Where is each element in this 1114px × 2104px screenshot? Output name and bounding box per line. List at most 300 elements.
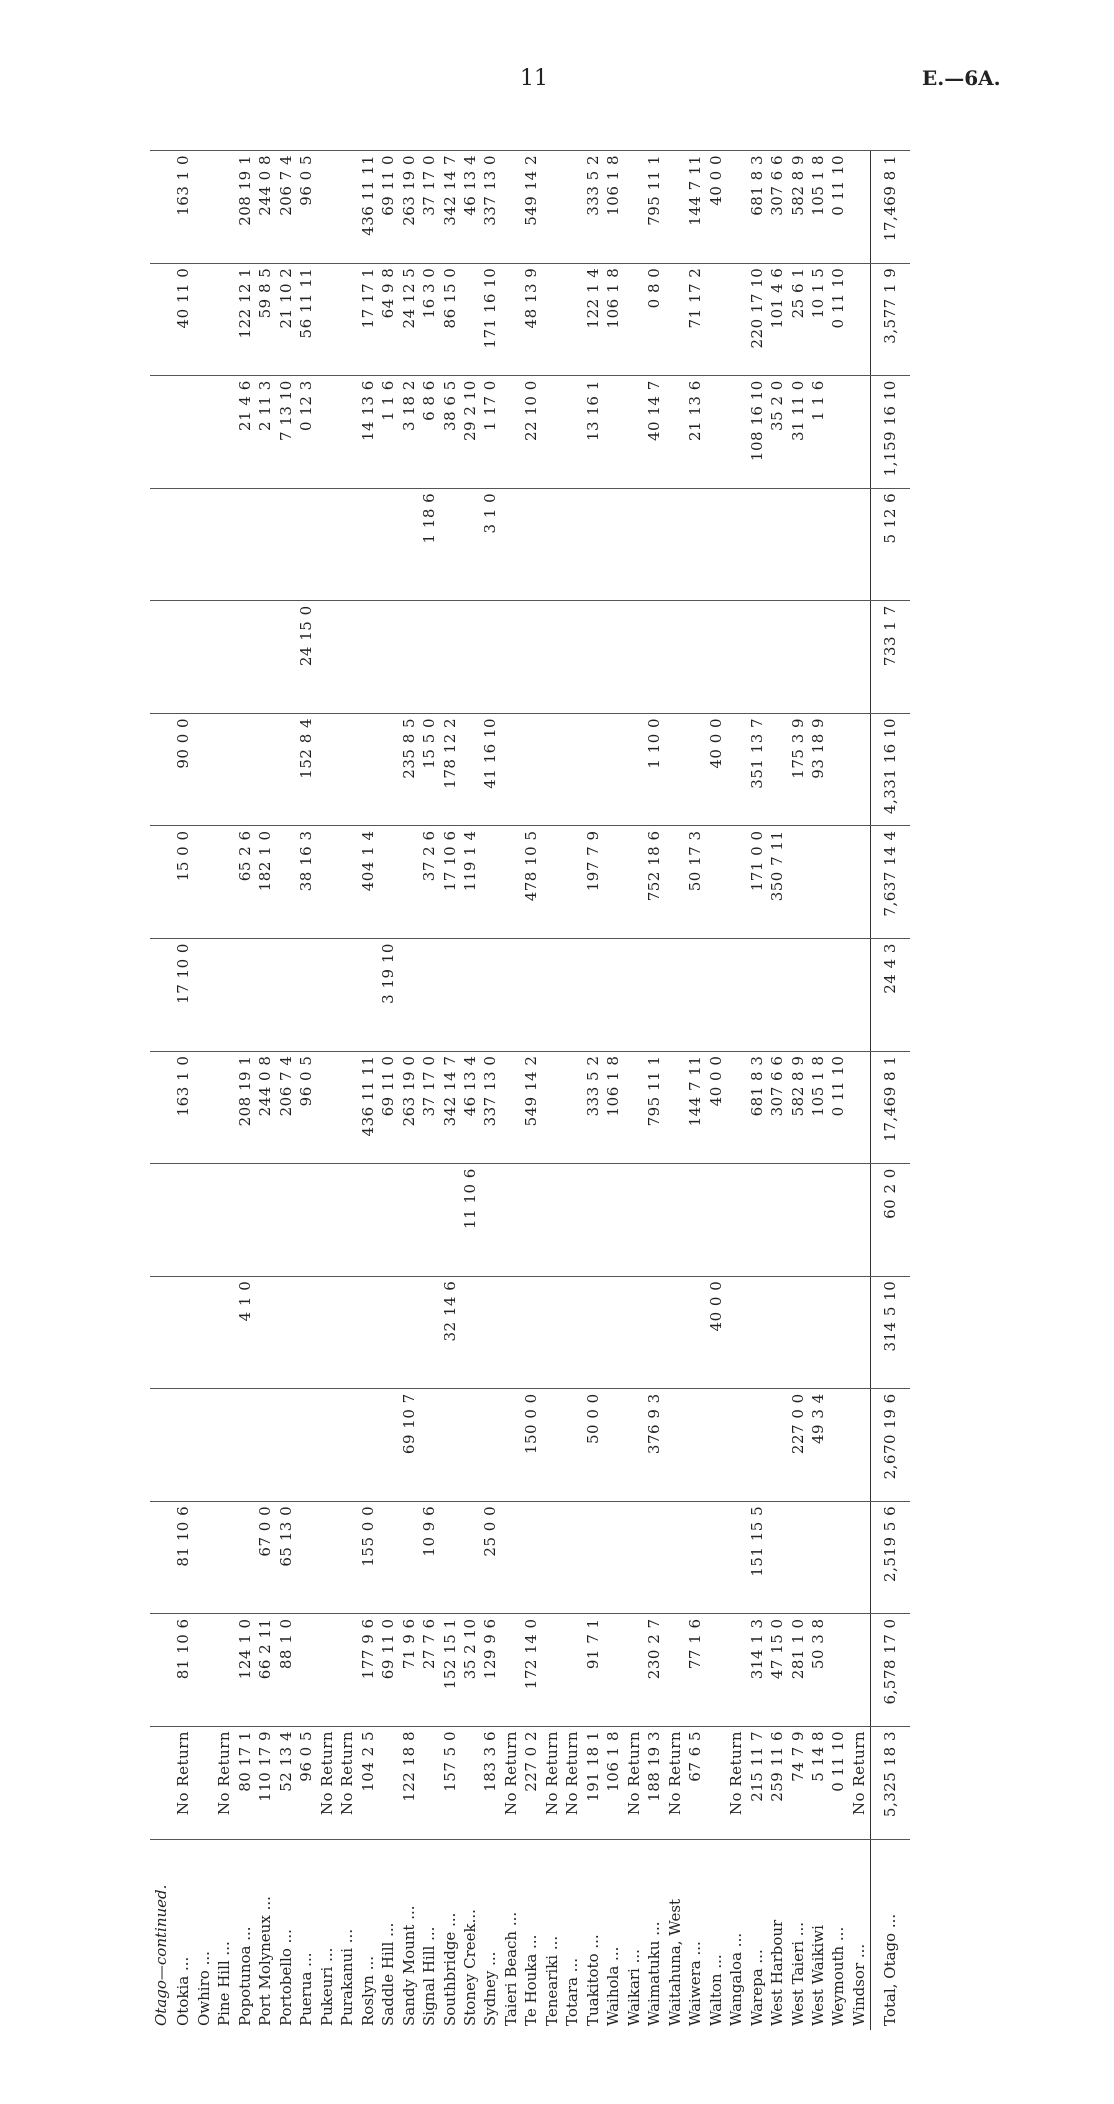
amount-cell: 106 1 8 — [604, 1726, 624, 1839]
amount-cell — [563, 263, 583, 376]
amount-cell: 90 0 0 — [174, 713, 194, 826]
amount-cell — [726, 1164, 746, 1277]
amount-cell: 93 18 9 — [808, 713, 828, 826]
amount-cell: 10 1 5 — [808, 263, 828, 376]
amount-cell: 17 10 6 — [440, 826, 460, 939]
amount-cell — [337, 488, 357, 601]
amount-cell — [829, 1164, 849, 1277]
amount-cell — [215, 601, 235, 714]
amount-cell — [337, 376, 357, 489]
amount-cell — [665, 376, 685, 489]
amount-cell — [542, 1164, 562, 1277]
amount-cell — [665, 601, 685, 714]
amount-cell: 0 12 3 — [297, 376, 317, 489]
amount-cell — [542, 151, 562, 264]
amount-cell — [337, 1389, 357, 1502]
amount-cell: 183 3 6 — [481, 1726, 501, 1839]
amount-cell — [563, 939, 583, 1052]
amount-cell: 48 13 9 — [522, 263, 542, 376]
amount-cell: 46 13 4 — [460, 1051, 480, 1164]
amount-cell: 178 12 2 — [440, 713, 460, 826]
amount-cell — [665, 263, 685, 376]
amount-cell — [337, 1051, 357, 1164]
amount-cell: 56 11 11 — [297, 263, 317, 376]
amount-cell: 152 8 4 — [297, 713, 317, 826]
amount-cell — [644, 1276, 664, 1389]
amount-cell — [297, 488, 317, 601]
amount-cell: 206 7 4 — [276, 1051, 296, 1164]
amount-cell — [849, 1389, 870, 1502]
amount-cell — [358, 939, 378, 1052]
amount-cell: 88 1 0 — [276, 1614, 296, 1727]
amount-cell — [583, 1164, 603, 1277]
amount-cell — [194, 1614, 214, 1727]
table-row — [419, 151, 439, 2031]
amount-cell — [174, 488, 194, 601]
amount-cell — [317, 1614, 337, 1727]
amount-cell — [522, 601, 542, 714]
amount-cell — [726, 1276, 746, 1389]
amount-cell — [174, 1276, 194, 1389]
amount-cell — [829, 488, 849, 601]
amount-cell — [378, 601, 398, 714]
amount-cell — [583, 601, 603, 714]
amount-cell — [665, 151, 685, 264]
amount-cell — [788, 826, 808, 939]
amount-cell — [276, 1389, 296, 1502]
amount-cell: 15 0 0 — [174, 826, 194, 939]
amount-cell — [419, 1276, 439, 1389]
amount-cell — [829, 1276, 849, 1389]
amount-cell: 35 2 10 — [460, 1614, 480, 1727]
table-row — [808, 151, 828, 2031]
amount-cell — [849, 939, 870, 1052]
amount-cell — [542, 939, 562, 1052]
amount-cell — [747, 1276, 767, 1389]
amount-cell — [501, 1389, 521, 1502]
amount-cell: 3 19 10 — [378, 939, 398, 1052]
amount-cell — [829, 376, 849, 489]
amount-cell: 171 0 0 — [747, 826, 767, 939]
amount-cell — [563, 151, 583, 264]
amount-cell — [767, 713, 787, 826]
amount-cell — [501, 1276, 521, 1389]
amount-cell — [481, 601, 501, 714]
amount-cell — [501, 263, 521, 376]
amount-cell — [378, 1164, 398, 1277]
amount-cell: 1 10 0 — [644, 713, 664, 826]
amount-cell — [358, 488, 378, 601]
school-name: Portobello ... — [276, 1839, 296, 2030]
school-name: Sandy Mount ... — [399, 1839, 419, 2030]
table-row — [337, 151, 357, 2031]
amount-cell — [337, 826, 357, 939]
amount-cell — [522, 939, 542, 1052]
table-row — [726, 151, 746, 2031]
amount-cell — [583, 1501, 603, 1614]
amount-cell — [501, 713, 521, 826]
amount-cell — [767, 1501, 787, 1614]
amount-cell — [604, 826, 624, 939]
amount-cell: 0 11 10 — [829, 1051, 849, 1164]
amount-cell: 582 8 9 — [788, 1051, 808, 1164]
amount-cell — [604, 1389, 624, 1502]
amount-cell: 96 0 5 — [297, 151, 317, 264]
amount-cell — [194, 939, 214, 1052]
amount-cell: 171 16 10 — [481, 263, 501, 376]
amount-cell: 77 1 6 — [685, 1614, 705, 1727]
amount-cell — [563, 713, 583, 826]
amount-cell — [235, 601, 255, 714]
amount-cell — [317, 826, 337, 939]
amount-cell — [706, 263, 726, 376]
amount-cell — [788, 488, 808, 601]
amount-cell — [297, 1501, 317, 1614]
amount-cell — [235, 488, 255, 601]
amount-cell: 333 5 2 — [583, 1051, 603, 1164]
table-row — [440, 151, 460, 2031]
amount-cell: 122 12 1 — [235, 263, 255, 376]
table-row — [317, 151, 337, 2031]
amount-cell: 733 1 7 — [870, 601, 910, 714]
amount-cell — [358, 1276, 378, 1389]
amount-cell: 17 10 0 — [174, 939, 194, 1052]
amount-cell — [849, 1276, 870, 1389]
school-name: Waihola ... — [604, 1839, 624, 2030]
amount-cell: 17,469 8 1 — [870, 151, 910, 264]
amount-cell — [501, 151, 521, 264]
amount-cell — [215, 376, 235, 489]
amount-cell — [808, 939, 828, 1052]
amount-cell — [788, 939, 808, 1052]
amount-cell: 80 17 1 — [235, 1726, 255, 1839]
table-row — [481, 151, 501, 2031]
amount-cell: 6,578 17 0 — [870, 1614, 910, 1727]
school-name: Sydney ... — [481, 1839, 501, 2030]
amount-cell — [542, 376, 562, 489]
table-row — [297, 151, 317, 2031]
amount-cell — [829, 1389, 849, 1502]
amount-cell — [644, 1501, 664, 1614]
amount-cell — [624, 488, 644, 601]
amount-cell: 220 17 10 — [747, 263, 767, 376]
amount-cell: 244 0 8 — [256, 151, 276, 264]
amount-cell — [706, 601, 726, 714]
amount-cell — [419, 939, 439, 1052]
school-name: Weymouth ... — [829, 1839, 849, 2030]
amount-cell: 10 9 6 — [419, 1501, 439, 1614]
amount-cell: 5 12 6 — [870, 488, 910, 601]
amount-cell — [808, 1164, 828, 1277]
school-name: Wangaloa ... — [726, 1839, 746, 2030]
amount-cell — [501, 376, 521, 489]
amount-cell — [624, 151, 644, 264]
table-row — [624, 151, 644, 2031]
amount-cell: 47 15 0 — [767, 1614, 787, 1727]
amount-cell — [706, 1389, 726, 1502]
amount-cell — [685, 601, 705, 714]
amount-cell — [726, 151, 746, 264]
amount-cell — [276, 826, 296, 939]
amount-cell: 215 11 7 — [747, 1726, 767, 1839]
amount-cell — [726, 1051, 746, 1164]
amount-cell — [399, 488, 419, 601]
school-name: Teneariki ... — [542, 1839, 562, 2030]
amount-cell — [767, 1164, 787, 1277]
amount-cell — [665, 939, 685, 1052]
amount-cell: 13 16 1 — [583, 376, 603, 489]
amount-cell: 436 11 11 — [358, 151, 378, 264]
amount-cell — [542, 601, 562, 714]
amount-cell — [747, 939, 767, 1052]
amount-cell: 144 7 11 — [685, 1051, 705, 1164]
amount-cell — [563, 1164, 583, 1277]
amount-cell: No Return — [337, 1726, 357, 1839]
amount-cell — [256, 488, 276, 601]
amount-cell — [726, 1389, 746, 1502]
amount-cell — [726, 826, 746, 939]
amount-cell — [399, 1276, 419, 1389]
school-name: Port Molyneux ... — [256, 1839, 276, 2030]
amount-cell: 1 1 6 — [378, 376, 398, 489]
school-name: Warepa ... — [747, 1839, 767, 2030]
amount-cell — [563, 1276, 583, 1389]
school-name: Southbridge ... — [440, 1839, 460, 2030]
table-row — [399, 151, 419, 2031]
amount-cell: 307 6 6 — [767, 151, 787, 264]
amount-cell — [767, 601, 787, 714]
amount-cell — [317, 263, 337, 376]
amount-cell — [542, 1501, 562, 1614]
amount-cell: 376 9 3 — [644, 1389, 664, 1502]
amount-cell: 155 0 0 — [358, 1501, 378, 1614]
amount-cell: 227 0 0 — [788, 1389, 808, 1502]
amount-cell: No Return — [215, 1726, 235, 1839]
amount-cell — [174, 376, 194, 489]
amount-cell: 175 3 9 — [788, 713, 808, 826]
amount-cell: 150 0 0 — [522, 1389, 542, 1502]
amount-cell: 0 11 10 — [829, 151, 849, 264]
amount-cell: 41 16 10 — [481, 713, 501, 826]
amount-cell — [215, 263, 235, 376]
amount-cell: 24 15 0 — [297, 601, 317, 714]
amount-cell: 208 19 1 — [235, 151, 255, 264]
amount-cell — [399, 1501, 419, 1614]
table-row — [604, 151, 624, 2031]
amount-cell — [706, 376, 726, 489]
amount-cell — [685, 488, 705, 601]
amount-cell: 96 0 5 — [297, 1051, 317, 1164]
school-name: Roslyn ... — [358, 1839, 378, 2030]
amount-cell — [276, 713, 296, 826]
amount-cell — [829, 601, 849, 714]
amount-cell — [297, 1164, 317, 1277]
amount-cell — [624, 263, 644, 376]
amount-cell — [808, 826, 828, 939]
amount-cell: 81 10 6 — [174, 1614, 194, 1727]
table-row — [665, 151, 685, 2031]
amount-cell: 50 17 3 — [685, 826, 705, 939]
amount-cell: 478 10 5 — [522, 826, 542, 939]
table-row — [767, 151, 787, 2031]
amount-cell: 5 14 8 — [808, 1726, 828, 1839]
amount-cell: 40 0 0 — [706, 1276, 726, 1389]
amount-cell — [276, 939, 296, 1052]
amount-cell — [460, 263, 480, 376]
amount-cell: 263 19 0 — [399, 1051, 419, 1164]
amount-cell — [194, 713, 214, 826]
amount-cell: 17 17 1 — [358, 263, 378, 376]
amount-cell — [235, 1501, 255, 1614]
amount-cell: 59 8 5 — [256, 263, 276, 376]
amount-cell — [624, 713, 644, 826]
amount-cell — [501, 1164, 521, 1277]
amount-cell: 91 7 1 — [583, 1614, 603, 1727]
amount-cell: 681 8 3 — [747, 1051, 767, 1164]
amount-cell: No Return — [726, 1726, 746, 1839]
table-row — [747, 151, 767, 2031]
amount-cell — [522, 488, 542, 601]
amount-cell: 40 0 0 — [706, 1051, 726, 1164]
amount-cell: No Return — [501, 1726, 521, 1839]
amount-cell — [194, 263, 214, 376]
amount-cell — [501, 488, 521, 601]
amount-cell: 124 1 0 — [235, 1614, 255, 1727]
amount-cell: 230 2 7 — [644, 1614, 664, 1727]
amount-cell — [337, 1164, 357, 1277]
table-row — [215, 151, 235, 2031]
amount-cell: 5,325 18 3 — [870, 1726, 910, 1839]
amount-cell — [665, 1051, 685, 1164]
amount-cell: 151 15 5 — [747, 1501, 767, 1614]
amount-cell — [624, 826, 644, 939]
amount-cell: 1 18 6 — [419, 488, 439, 601]
document-reference: E.—6A. — [922, 66, 1001, 90]
amount-cell: 197 7 9 — [583, 826, 603, 939]
amount-cell — [378, 1501, 398, 1614]
amount-cell — [440, 488, 460, 601]
amount-cell — [706, 1501, 726, 1614]
school-name: Saddle Hill ... — [378, 1839, 398, 2030]
amount-cell — [460, 713, 480, 826]
amount-cell — [563, 1614, 583, 1727]
table-row — [358, 151, 378, 2031]
school-name: Otokia ... — [174, 1839, 194, 2030]
amount-cell — [419, 1726, 439, 1839]
table-row — [583, 151, 603, 2031]
amount-cell — [235, 939, 255, 1052]
amount-cell: 69 10 7 — [399, 1389, 419, 1502]
amount-cell — [747, 1164, 767, 1277]
amount-cell — [501, 939, 521, 1052]
amount-cell: 25 6 1 — [788, 263, 808, 376]
amount-cell — [194, 1051, 214, 1164]
amount-cell: 795 11 1 — [644, 1051, 664, 1164]
amount-cell — [317, 1276, 337, 1389]
amount-cell: 86 15 0 — [440, 263, 460, 376]
amount-cell: No Return — [665, 1726, 685, 1839]
amount-cell: 307 6 6 — [767, 1051, 787, 1164]
amount-cell — [358, 1389, 378, 1502]
amount-cell — [522, 713, 542, 826]
amount-cell — [378, 713, 398, 826]
page-number: 11 — [520, 66, 548, 91]
amount-cell — [706, 939, 726, 1052]
amount-cell — [419, 1164, 439, 1277]
amount-cell: 7 13 10 — [276, 376, 296, 489]
amount-cell — [235, 713, 255, 826]
amount-cell — [256, 601, 276, 714]
amount-cell — [808, 1501, 828, 1614]
table-row — [501, 151, 521, 2031]
amount-cell: 144 7 11 — [685, 151, 705, 264]
amount-cell: 49 3 4 — [808, 1389, 828, 1502]
amount-cell: 281 1 0 — [788, 1614, 808, 1727]
amount-cell: 235 8 5 — [399, 713, 419, 826]
amount-cell — [563, 1389, 583, 1502]
amount-cell: 64 9 8 — [378, 263, 398, 376]
amount-cell — [317, 376, 337, 489]
amount-cell — [215, 1051, 235, 1164]
amount-cell — [378, 826, 398, 939]
school-name: Popotunoa ... — [235, 1839, 255, 2030]
amount-cell — [481, 1389, 501, 1502]
amount-cell: 2 11 3 — [256, 376, 276, 489]
amount-cell — [665, 1389, 685, 1502]
amount-cell — [604, 1614, 624, 1727]
amount-cell — [604, 488, 624, 601]
amount-cell — [522, 1164, 542, 1277]
school-name: West Harbour — [767, 1839, 787, 2030]
amount-cell — [583, 1276, 603, 1389]
amount-cell: 350 7 11 — [767, 826, 787, 939]
amount-cell: 71 9 6 — [399, 1614, 419, 1727]
amount-cell: 314 5 10 — [870, 1276, 910, 1389]
amount-cell — [215, 713, 235, 826]
amount-cell: No Return — [317, 1726, 337, 1839]
amount-cell — [174, 1164, 194, 1277]
amount-cell: 37 17 0 — [419, 151, 439, 264]
amount-cell — [726, 1614, 746, 1727]
table-row — [685, 151, 705, 2031]
amount-cell — [501, 1614, 521, 1727]
amount-cell — [542, 1389, 562, 1502]
amount-cell: 1,159 16 10 — [870, 376, 910, 489]
amount-cell: 122 1 4 — [583, 263, 603, 376]
amount-cell — [624, 376, 644, 489]
amount-cell — [604, 601, 624, 714]
amount-cell — [583, 939, 603, 1052]
table-row — [849, 151, 870, 2031]
amount-cell — [624, 939, 644, 1052]
amount-cell — [460, 1389, 480, 1502]
amount-cell — [460, 488, 480, 601]
amount-cell — [194, 376, 214, 489]
amount-cell: 60 2 0 — [870, 1164, 910, 1277]
amount-cell — [542, 488, 562, 601]
amount-cell: 0 8 0 — [644, 263, 664, 376]
amount-cell — [829, 1614, 849, 1727]
amount-cell — [337, 601, 357, 714]
amount-cell — [624, 1614, 644, 1727]
amount-cell — [317, 939, 337, 1052]
amount-cell — [399, 939, 419, 1052]
amount-cell — [767, 1276, 787, 1389]
amount-cell — [808, 601, 828, 714]
amount-cell: 50 0 0 — [583, 1389, 603, 1502]
amount-cell — [194, 1164, 214, 1277]
amount-cell — [604, 713, 624, 826]
